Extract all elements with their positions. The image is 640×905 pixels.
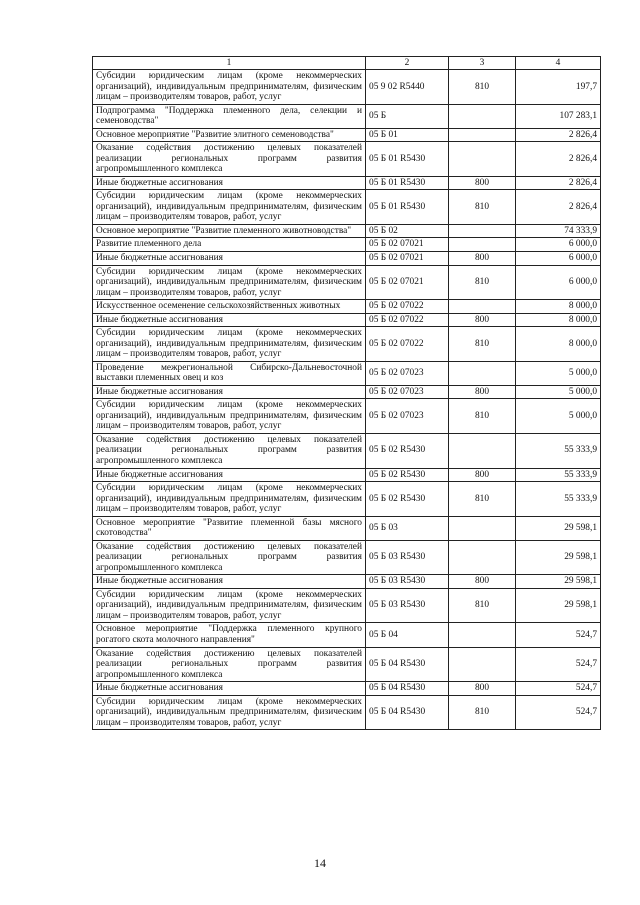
row-name: Субсидии юридическим лицам (кроме некоммерческих организаций), индивидуальным предпринимателям, физическим лицам – производителям товаров, работ, услуг: [93, 695, 366, 730]
row-amount: 2 826,4: [516, 142, 601, 177]
table-row: [93, 142, 601, 177]
table-body: [93, 70, 601, 730]
table-row: [93, 399, 601, 434]
row-amount: 197,7: [516, 70, 601, 105]
row-name: Оказание содействия достижению целевых показателей реализации региональных программ развития агропромышленного комплекса: [93, 142, 366, 177]
table-row: [93, 251, 601, 265]
row-amount: 55 333,9: [516, 468, 601, 482]
row-name: Основное мероприятие "Развитие элитного семеноводства": [93, 128, 366, 142]
row-code: 05 Б 02 07022: [366, 300, 449, 314]
table-row: [93, 468, 601, 482]
row-type: [449, 647, 516, 682]
row-type: 800: [449, 682, 516, 696]
row-amount: 8 000,0: [516, 313, 601, 327]
table-row: [93, 313, 601, 327]
table-row: [93, 433, 601, 468]
row-name: Субсидии юридическим лицам (кроме некоммерческих организаций), индивидуальным предпринимателям, физическим лицам – производителям товаров, работ, услуг: [93, 190, 366, 225]
table-row: [93, 327, 601, 362]
row-name: Основное мероприятие "Развитие племенной базы мясного скотоводства": [93, 516, 366, 540]
row-amount: 8 000,0: [516, 327, 601, 362]
row-type: 810: [449, 695, 516, 730]
table-row: [93, 695, 601, 730]
row-code: 05 Б 02 07022: [366, 327, 449, 362]
row-code: 05 Б 02 07021: [366, 251, 449, 265]
row-type: 800: [449, 385, 516, 399]
table-row: [93, 104, 601, 128]
row-name: Иные бюджетные ассигнования: [93, 176, 366, 190]
table-row: [93, 575, 601, 589]
table-row: [93, 128, 601, 142]
header-col-1: 1: [93, 57, 366, 70]
row-name: Проведение межрегиональной Сибирско-Дальневосточной выставки племенных овец и коз: [93, 361, 366, 385]
row-name: Субсидии юридическим лицам (кроме некоммерческих организаций), индивидуальным предпринимателям, физическим лицам – производителям товаров, работ, услуг: [93, 70, 366, 105]
row-amount: 8 000,0: [516, 300, 601, 314]
row-code: 05 9 02 R5440: [366, 70, 449, 105]
row-code: 05 Б 01 R5430: [366, 142, 449, 177]
row-amount: 524,7: [516, 623, 601, 647]
table-row: [93, 238, 601, 252]
row-name: Иные бюджетные ассигнования: [93, 575, 366, 589]
row-amount: 29 598,1: [516, 540, 601, 575]
row-amount: 29 598,1: [516, 575, 601, 589]
table-row: [93, 361, 601, 385]
row-code: 05 Б 03: [366, 516, 449, 540]
table-row: [93, 623, 601, 647]
table-row: [93, 482, 601, 517]
row-name: Оказание содействия достижению целевых показателей реализации региональных программ развития агропромышленного комплекса: [93, 433, 366, 468]
row-code: 05 Б 02 07021: [366, 238, 449, 252]
row-type: 800: [449, 313, 516, 327]
row-code: 05 Б 03 R5430: [366, 540, 449, 575]
row-name: Искусственное осеменение сельскохозяйственных животных: [93, 300, 366, 314]
row-amount: 2 826,4: [516, 176, 601, 190]
row-type: [449, 540, 516, 575]
row-code: 05 Б 02 07023: [366, 385, 449, 399]
row-type: 810: [449, 399, 516, 434]
row-code: 05 Б 04 R5430: [366, 647, 449, 682]
row-name: Субсидии юридическим лицам (кроме некоммерческих организаций), индивидуальным предпринимателям, физическим лицам – производителям товаров, работ, услуг: [93, 265, 366, 300]
row-name: Оказание содействия достижению целевых показателей реализации региональных программ развития агропромышленного комплекса: [93, 540, 366, 575]
header-col-2: 2: [366, 57, 449, 70]
row-type: 800: [449, 251, 516, 265]
row-amount: 107 283,1: [516, 104, 601, 128]
row-amount: 2 826,4: [516, 128, 601, 142]
row-code: 05 Б 02: [366, 224, 449, 238]
row-amount: 524,7: [516, 682, 601, 696]
row-amount: 55 333,9: [516, 433, 601, 468]
table-row: [93, 265, 601, 300]
row-amount: 6 000,0: [516, 265, 601, 300]
row-code: 05 Б 01 R5430: [366, 190, 449, 225]
table-row: [93, 176, 601, 190]
row-amount: 55 333,9: [516, 482, 601, 517]
row-name: Основное мероприятие "Развитие племенного животноводства": [93, 224, 366, 238]
row-amount: 6 000,0: [516, 238, 601, 252]
table-row: [93, 385, 601, 399]
table-row: [93, 647, 601, 682]
row-amount: 524,7: [516, 647, 601, 682]
row-type: [449, 623, 516, 647]
table-row: [93, 300, 601, 314]
row-type: 810: [449, 482, 516, 517]
row-code: 05 Б 04 R5430: [366, 682, 449, 696]
row-name: Субсидии юридическим лицам (кроме некоммерческих организаций), индивидуальным предпринимателям, физическим лицам – производителям товаров, работ, услуг: [93, 399, 366, 434]
table-row: [93, 224, 601, 238]
row-type: [449, 142, 516, 177]
header-col-4: 4: [516, 57, 601, 70]
row-code: 05 Б 02 R5430: [366, 482, 449, 517]
row-name: Иные бюджетные ассигнования: [93, 385, 366, 399]
header-col-3: 3: [449, 57, 516, 70]
row-type: [449, 361, 516, 385]
row-type: 810: [449, 588, 516, 623]
row-code: 05 Б 02 07022: [366, 313, 449, 327]
row-type: [449, 128, 516, 142]
row-code: 05 Б 02 07023: [366, 399, 449, 434]
row-type: 810: [449, 190, 516, 225]
row-name: Подпрограмма "Поддержка племенного дела, селекции и семеноводства": [93, 104, 366, 128]
row-name: Субсидии юридическим лицам (кроме некоммерческих организаций), индивидуальным предпринимателям, физическим лицам – производителям товаров, работ, услуг: [93, 588, 366, 623]
row-type: [449, 238, 516, 252]
row-code: 05 Б 02 07023: [366, 361, 449, 385]
row-amount: 74 333,9: [516, 224, 601, 238]
row-type: [449, 433, 516, 468]
row-code: 05 Б: [366, 104, 449, 128]
table-row: [93, 70, 601, 105]
row-code: 05 Б 03 R5430: [366, 575, 449, 589]
row-code: 05 Б 02 R5430: [366, 433, 449, 468]
budget-table: [92, 56, 601, 730]
row-type: 800: [449, 176, 516, 190]
table-header-row: [93, 57, 601, 70]
row-type: 810: [449, 327, 516, 362]
row-amount: 5 000,0: [516, 399, 601, 434]
row-amount: 5 000,0: [516, 385, 601, 399]
row-amount: 2 826,4: [516, 190, 601, 225]
row-name: Оказание содействия достижению целевых показателей реализации региональных программ развития агропромышленного комплекса: [93, 647, 366, 682]
page-number: 14: [314, 856, 326, 870]
row-amount: 524,7: [516, 695, 601, 730]
row-type: [449, 104, 516, 128]
row-type: [449, 300, 516, 314]
row-amount: 5 000,0: [516, 361, 601, 385]
table-row: [93, 682, 601, 696]
table-row: [93, 190, 601, 225]
row-type: 800: [449, 468, 516, 482]
row-code: 05 Б 04 R5430: [366, 695, 449, 730]
row-name: Основное мероприятие "Поддержка племенного крупного рогатого скота молочного направления": [93, 623, 366, 647]
row-name: Субсидии юридическим лицам (кроме некоммерческих организаций), индивидуальным предпринимателям, физическим лицам – производителям товаров, работ, услуг: [93, 327, 366, 362]
row-amount: 29 598,1: [516, 516, 601, 540]
row-name: Развитие племенного дела: [93, 238, 366, 252]
row-name: Иные бюджетные ассигнования: [93, 468, 366, 482]
row-code: 05 Б 02 07021: [366, 265, 449, 300]
row-type: 810: [449, 70, 516, 105]
row-name: Иные бюджетные ассигнования: [93, 682, 366, 696]
row-type: [449, 516, 516, 540]
row-type: [449, 224, 516, 238]
row-code: 05 Б 03 R5430: [366, 588, 449, 623]
table-row: [93, 588, 601, 623]
row-amount: 6 000,0: [516, 251, 601, 265]
row-name: Субсидии юридическим лицам (кроме некоммерческих организаций), индивидуальным предпринимателям, физическим лицам – производителям товаров, работ, услуг: [93, 482, 366, 517]
row-code: 05 Б 01: [366, 128, 449, 142]
row-code: 05 Б 04: [366, 623, 449, 647]
row-type: 800: [449, 575, 516, 589]
row-name: Иные бюджетные ассигнования: [93, 251, 366, 265]
row-type: 810: [449, 265, 516, 300]
row-name: Иные бюджетные ассигнования: [93, 313, 366, 327]
row-code: 05 Б 02 R5430: [366, 468, 449, 482]
row-amount: 29 598,1: [516, 588, 601, 623]
row-code: 05 Б 01 R5430: [366, 176, 449, 190]
table-row: [93, 540, 601, 575]
table-row: [93, 516, 601, 540]
